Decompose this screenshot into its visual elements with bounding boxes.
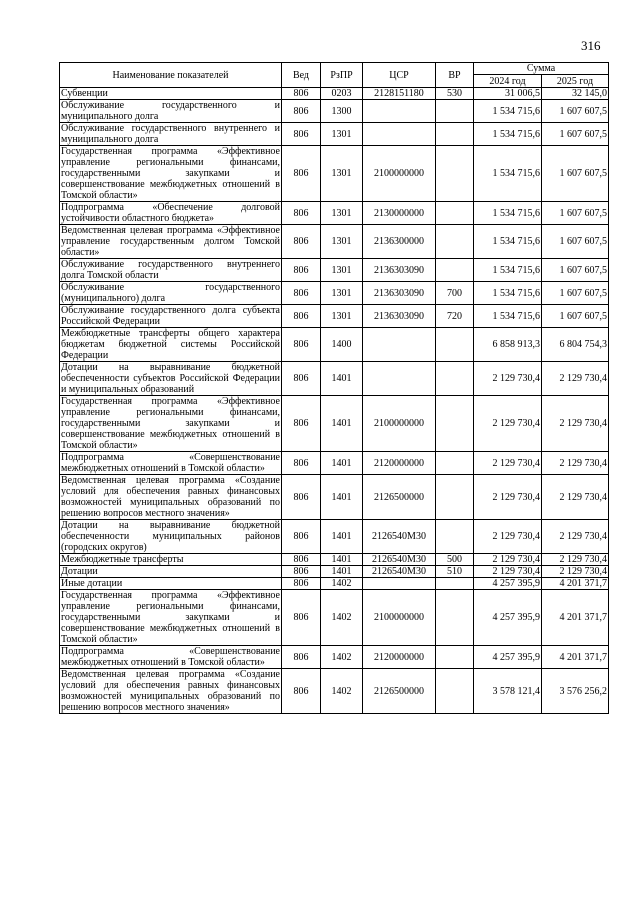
row-name: Государственная программа «Эффективное управление региональными финансами, государственными закупками и совершенствование межбюджетных отношений в Томской области»: [61, 146, 280, 201]
row-name: Иные дотации: [60, 578, 282, 590]
table-row: [60, 554, 609, 566]
row-csr: 2136303090: [363, 305, 436, 328]
row-sum-2024: 2 129 730,4: [474, 520, 542, 554]
table-row: [60, 305, 609, 328]
row-csr: 2136300000: [363, 225, 436, 259]
row-rzpr: 1401: [321, 362, 363, 396]
row-name: Обслуживание государственного (муниципального) долга: [61, 282, 280, 304]
header-ved: Вед: [282, 63, 321, 88]
row-sum-2025: 2 129 730,4: [542, 554, 609, 566]
table-row: [60, 100, 609, 123]
row-rzpr: 1402: [321, 646, 363, 669]
row-vr: [436, 578, 474, 590]
row-rzpr: 1301: [321, 146, 363, 202]
row-vr: [436, 225, 474, 259]
row-sum-2025: 1 607 607,5: [542, 123, 609, 146]
row-sum-2024: 1 534 715,6: [474, 123, 542, 146]
row-ved: 806: [282, 566, 321, 578]
table-row: [60, 475, 609, 520]
table-row: [60, 590, 609, 646]
table-row: [60, 362, 609, 396]
row-csr: 2136303090: [363, 282, 436, 305]
row-name: Обслуживание государственного и муниципального долга: [61, 100, 280, 122]
row-rzpr: 1300: [321, 100, 363, 123]
table-row: [60, 259, 609, 282]
row-ved: 806: [282, 88, 321, 100]
row-rzpr: 1402: [321, 578, 363, 590]
row-ved: 806: [282, 554, 321, 566]
row-sum-2024: 2 129 730,4: [474, 554, 542, 566]
row-sum-2024: 3 578 121,4: [474, 669, 542, 714]
row-name: Дотации на выравнивание бюджетной обеспеченности субъектов Российской Федерации и муниципальных образований: [61, 362, 280, 395]
table-row: [60, 225, 609, 259]
row-sum-2025: 1 607 607,5: [542, 202, 609, 225]
row-rzpr: 1301: [321, 202, 363, 225]
table-row: [60, 566, 609, 578]
header-year-2025: 2025 год: [542, 75, 609, 88]
row-ved: 806: [282, 520, 321, 554]
budget-table: [59, 62, 609, 714]
row-sum-2025: 1 607 607,5: [542, 259, 609, 282]
row-name: Государственная программа «Эффективное управление региональными финансами, государственными закупками и совершенствование межбюджетных отношений в Томской области»: [61, 590, 280, 645]
row-csr: 2126540М30: [363, 520, 436, 554]
row-name: Подпрограмма «Совершенствование межбюджетных отношений в Томской области»: [61, 452, 280, 474]
row-csr: 2128151180: [363, 88, 436, 100]
row-ved: 806: [282, 146, 321, 202]
table-row: [60, 578, 609, 590]
row-rzpr: 1400: [321, 328, 363, 362]
row-rzpr: 1301: [321, 282, 363, 305]
row-rzpr: 1401: [321, 520, 363, 554]
row-vr: [436, 202, 474, 225]
row-sum-2024: 1 534 715,6: [474, 146, 542, 202]
row-name: Ведомственная целевая программа «Создание условий для обеспечения равных финансовых возможностей муниципальных образований по решению вопросов местного значения»: [61, 669, 280, 713]
row-sum-2025: 1 607 607,5: [542, 225, 609, 259]
row-rzpr: 1402: [321, 590, 363, 646]
row-rzpr: 1401: [321, 396, 363, 452]
row-sum-2025: 2 129 730,4: [542, 566, 609, 578]
table-row: [60, 282, 609, 305]
row-vr: [436, 669, 474, 714]
table-row: [60, 646, 609, 669]
row-name: Ведомственная целевая программа «Эффективное управление государственным долгом Томской области»: [61, 225, 280, 258]
row-vr: [436, 452, 474, 475]
row-sum-2025: 4 201 371,7: [542, 578, 609, 590]
row-vr: [436, 396, 474, 452]
row-vr: 500: [436, 554, 474, 566]
row-ved: 806: [282, 590, 321, 646]
row-sum-2025: 1 607 607,5: [542, 100, 609, 123]
row-name: Обслуживание государственного внутреннего долга Томской области: [61, 259, 280, 281]
row-sum-2025: 1 607 607,5: [542, 282, 609, 305]
row-vr: 700: [436, 282, 474, 305]
row-ved: 806: [282, 259, 321, 282]
table-body: [60, 88, 609, 714]
row-sum-2025: 2 129 730,4: [542, 520, 609, 554]
row-sum-2024: 31 006,5: [474, 88, 542, 100]
row-sum-2025: 6 804 754,3: [542, 328, 609, 362]
row-ved: 806: [282, 452, 321, 475]
row-sum-2025: 4 201 371,7: [542, 590, 609, 646]
row-ved: 806: [282, 475, 321, 520]
row-csr: 2120000000: [363, 452, 436, 475]
row-vr: [436, 646, 474, 669]
row-csr: 2126540М30: [363, 554, 436, 566]
row-sum-2024: 1 534 715,6: [474, 225, 542, 259]
row-sum-2025: 1 607 607,5: [542, 146, 609, 202]
row-rzpr: 1301: [321, 225, 363, 259]
row-vr: [436, 362, 474, 396]
row-name: Ведомственная целевая программа «Создание условий для обеспечения равных финансовых возможностей муниципальных образований по решению вопросов местного значения»: [61, 475, 280, 519]
row-sum-2024: 2 129 730,4: [474, 566, 542, 578]
row-sum-2024: 2 129 730,4: [474, 362, 542, 396]
row-sum-2024: 2 129 730,4: [474, 452, 542, 475]
row-vr: [436, 475, 474, 520]
row-rzpr: 1301: [321, 305, 363, 328]
row-vr: [436, 123, 474, 146]
row-ved: 806: [282, 646, 321, 669]
header-csr: ЦСР: [363, 63, 436, 88]
row-csr: 2100000000: [363, 396, 436, 452]
row-ved: 806: [282, 123, 321, 146]
row-ved: 806: [282, 225, 321, 259]
table-row: [60, 669, 609, 714]
table-row: [60, 452, 609, 475]
row-rzpr: 1401: [321, 452, 363, 475]
row-ved: 806: [282, 100, 321, 123]
row-name: Межбюджетные трансферты: [60, 554, 282, 566]
page-number: 316: [581, 38, 601, 53]
header-rzpr: РзПР: [321, 63, 363, 88]
row-vr: [436, 100, 474, 123]
row-sum-2024: 1 534 715,6: [474, 305, 542, 328]
row-ved: 806: [282, 328, 321, 362]
table-row: [60, 146, 609, 202]
table-row: [60, 88, 609, 100]
row-name: Дотации: [60, 566, 282, 578]
table-row: [60, 328, 609, 362]
row-sum-2025: 32 145,0: [542, 88, 609, 100]
row-csr: 2100000000: [363, 146, 436, 202]
row-rzpr: 1401: [321, 566, 363, 578]
row-vr: 530: [436, 88, 474, 100]
row-rzpr: 0203: [321, 88, 363, 100]
row-sum-2024: 1 534 715,6: [474, 259, 542, 282]
table-row: [60, 520, 609, 554]
row-name: Обслуживание государственного внутреннего и муниципального долга: [61, 123, 280, 145]
row-sum-2024: 1 534 715,6: [474, 282, 542, 305]
header-sum: Сумма: [474, 63, 609, 75]
row-sum-2025: 1 607 607,5: [542, 305, 609, 328]
header-vr: ВР: [436, 63, 474, 88]
row-sum-2024: 6 858 913,3: [474, 328, 542, 362]
row-name: Субвенции: [60, 88, 282, 100]
row-rzpr: 1401: [321, 475, 363, 520]
row-vr: 720: [436, 305, 474, 328]
row-name: Подпрограмма «Совершенствование межбюджетных отношений в Томской области»: [61, 646, 280, 668]
row-ved: 806: [282, 305, 321, 328]
row-sum-2025: 4 201 371,7: [542, 646, 609, 669]
row-name: Обслуживание государственного долга субъекта Российской Федерации: [61, 305, 280, 327]
row-ved: 806: [282, 396, 321, 452]
row-csr: [363, 362, 436, 396]
row-rzpr: 1301: [321, 123, 363, 146]
row-sum-2025: 2 129 730,4: [542, 396, 609, 452]
row-ved: 806: [282, 282, 321, 305]
row-ved: 806: [282, 578, 321, 590]
row-sum-2024: 4 257 395,9: [474, 646, 542, 669]
row-sum-2024: 4 257 395,9: [474, 590, 542, 646]
row-vr: 510: [436, 566, 474, 578]
row-name: Межбюджетные трансферты общего характера бюджетам бюджетной системы Российской Федерации: [61, 328, 280, 361]
row-name: Подпрограмма «Обеспечение долговой устойчивости областного бюджета»: [61, 202, 280, 224]
row-csr: 2126540М30: [363, 566, 436, 578]
row-csr: 2130000000: [363, 202, 436, 225]
row-ved: 806: [282, 362, 321, 396]
row-csr: 2120000000: [363, 646, 436, 669]
row-vr: [436, 146, 474, 202]
header-year-2024: 2024 год: [474, 75, 542, 88]
row-sum-2025: 2 129 730,4: [542, 362, 609, 396]
row-sum-2025: 2 129 730,4: [542, 475, 609, 520]
row-name: Государственная программа «Эффективное управление региональными финансами, государственными закупками и совершенствование межбюджетных отношений в Томской области»: [61, 396, 280, 451]
table-row: [60, 202, 609, 225]
row-sum-2024: 1 534 715,6: [474, 100, 542, 123]
row-csr: 2100000000: [363, 590, 436, 646]
row-csr: [363, 328, 436, 362]
row-vr: [436, 590, 474, 646]
row-csr: [363, 123, 436, 146]
row-csr: [363, 100, 436, 123]
row-csr: 2126500000: [363, 475, 436, 520]
row-vr: [436, 520, 474, 554]
row-sum-2024: 4 257 395,9: [474, 578, 542, 590]
row-rzpr: 1401: [321, 554, 363, 566]
row-csr: [363, 578, 436, 590]
row-rzpr: 1301: [321, 259, 363, 282]
table-row: [60, 396, 609, 452]
row-sum-2025: 2 129 730,4: [542, 452, 609, 475]
row-csr: 2136303090: [363, 259, 436, 282]
row-ved: 806: [282, 202, 321, 225]
row-sum-2024: 2 129 730,4: [474, 475, 542, 520]
row-sum-2025: 3 576 256,2: [542, 669, 609, 714]
row-csr: 2126500000: [363, 669, 436, 714]
row-sum-2024: 2 129 730,4: [474, 396, 542, 452]
row-name: Дотации на выравнивание бюджетной обеспеченности муниципальных районов (городских округов): [61, 520, 280, 553]
row-sum-2024: 1 534 715,6: [474, 202, 542, 225]
header-name: Наименование показателей: [60, 63, 282, 88]
table-row: [60, 123, 609, 146]
row-rzpr: 1402: [321, 669, 363, 714]
row-vr: [436, 259, 474, 282]
row-ved: 806: [282, 669, 321, 714]
row-vr: [436, 328, 474, 362]
